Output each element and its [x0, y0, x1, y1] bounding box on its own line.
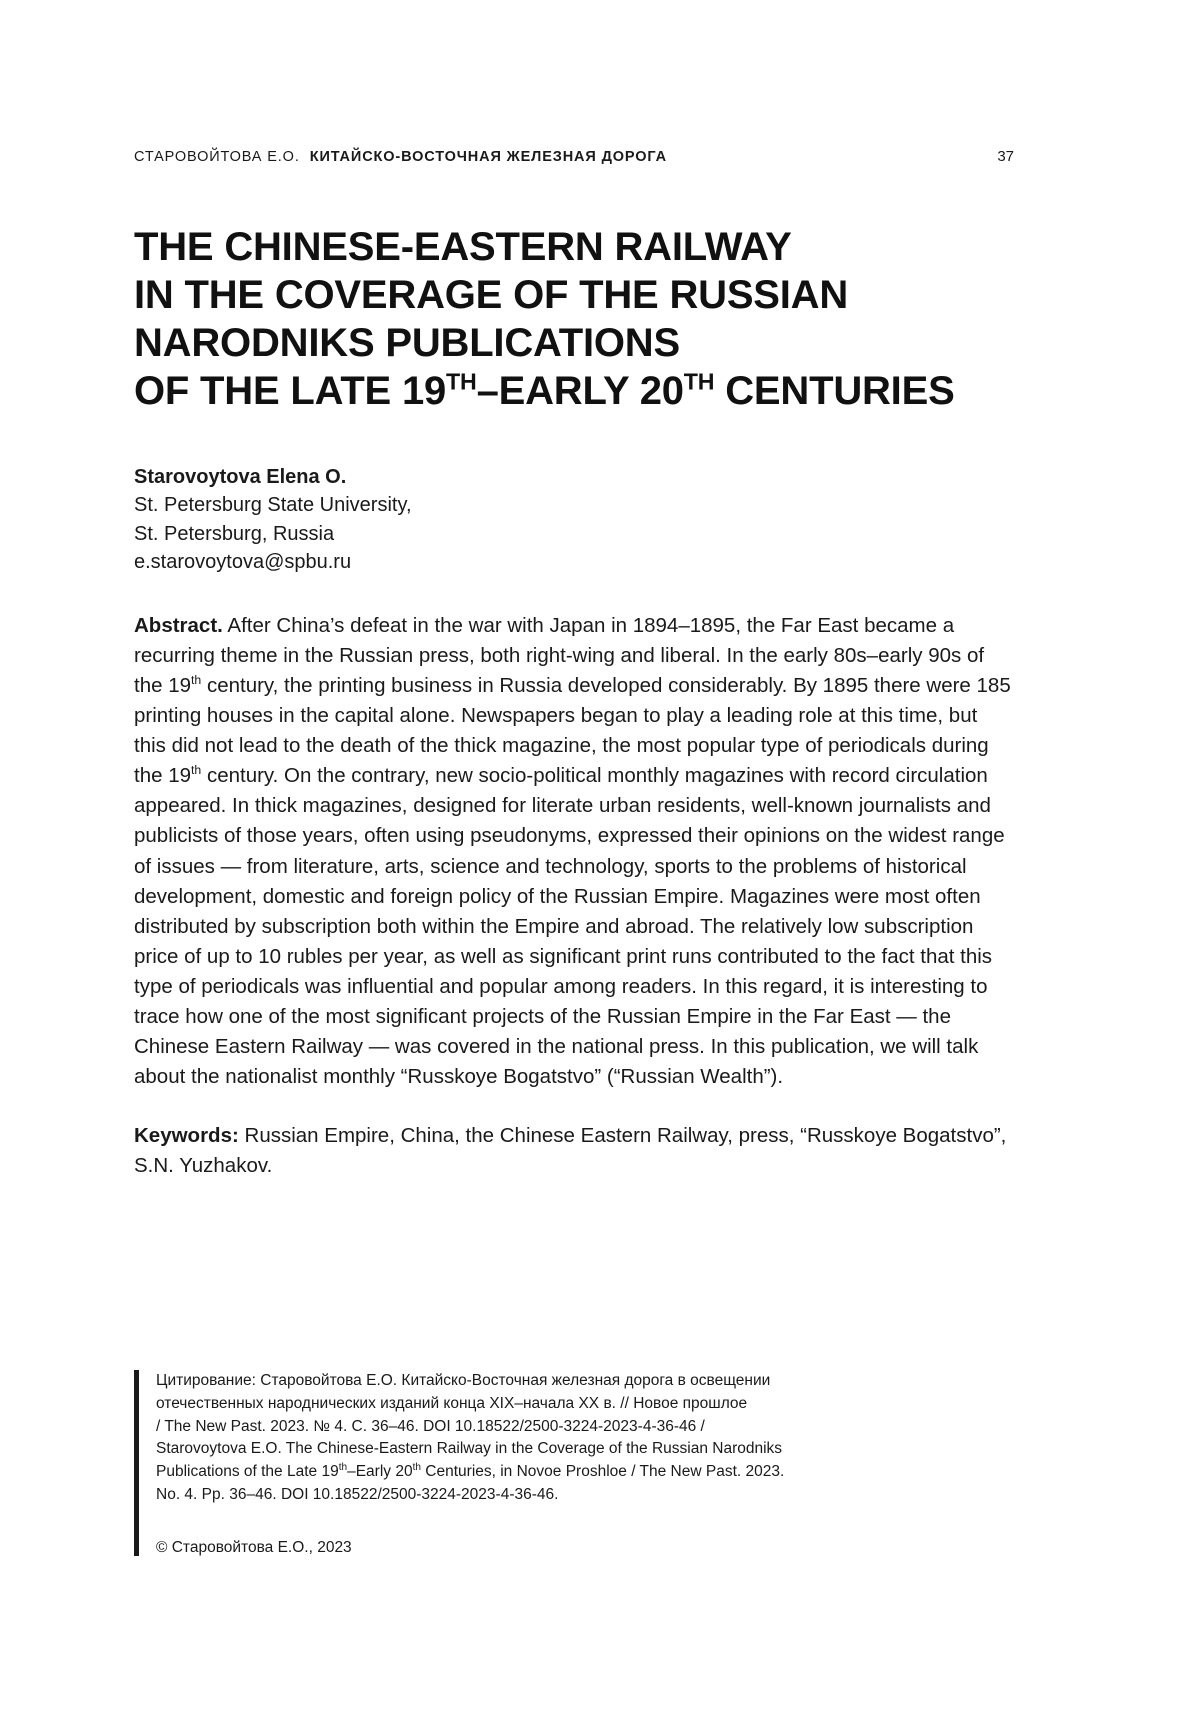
author-city: St. Petersburg, Russia [134, 522, 335, 545]
abstract-label: Abstract. [134, 613, 223, 637]
abstract-text-1: After China’s defeat in the war with Japan in 1894–1895, the Far East became a recurring theme in the Russian press, both right-wing and liberal. In the early 80s–early 90s of the 19 [134, 613, 985, 697]
abstract-ordinal-2: th [191, 763, 202, 778]
citation-line-5-c: Centuries, in Novoe Proshloe / The New Past. 2023. [420, 1463, 785, 1481]
title-line-2: IN THE COVERAGE OF THE RUSSIAN [134, 273, 849, 317]
title-line-1: THE CHINESE-EASTERN RAILWAY [134, 225, 792, 269]
running-head [134, 148, 1014, 165]
title-line-3: NARODNIKS PUBLICATIONS [134, 321, 680, 365]
abstract-text-3: century. On the contrary, new socio-political monthly magazines with record circulation appeared. In thick magazines, designed for literate urban residents, well-known journalists and publicists of those years, often using pseudonyms, expressed their opinions on the widest range of issues — from literature, arts, science and technology, sports to the problems of historical development, domestic and foreign policy of the Russian Empire. Magazines were most often distributed by subscription both within the Empire and abroad. The relatively low subscription price of up to 10 rubles per year, as well as significant print runs contributed to the fact that this type of periodicals was influential and popular among readers. In this regard, it is interesting to trace how one of the most significant projects of the Russian Empire in the Far East — the Chinese Eastern Railway — was covered in the national press. In this publication, we will talk about the nationalist monthly “Russkoye Bogatstvo” (“Russian Wealth”). [134, 764, 1005, 1089]
citation-ordinal-2: th [412, 1461, 421, 1473]
author-name: Starovoytova Elena O. [134, 466, 347, 488]
title-line-4-c: CENTURIES [714, 369, 955, 413]
citation-line-5-a: Publications of the Late 19 [156, 1463, 339, 1481]
page-number: 37 [997, 148, 1014, 165]
abstract-ordinal-1: th [191, 672, 202, 687]
citation-block [134, 1370, 904, 1559]
citation-line-3: / The New Past. 2023. № 4. С. 36–46. DOI 10.18522/2500-3224-2023-4-36-46 / [156, 1417, 705, 1435]
citation-line-1: Цитирование: Старовойтова Е.О. Китайско-Восточная железная дорога в освещении [156, 1372, 771, 1389]
keywords-paragraph [134, 1121, 1014, 1181]
page-content [134, 148, 1014, 1181]
title-line-4-b: –EARLY 20 [476, 369, 684, 413]
author-block [134, 463, 1014, 577]
author-email: e.starovoytova@spbu.ru [134, 551, 352, 574]
citation-ordinal-1: th [338, 1461, 348, 1473]
citation-line-2: отечественных народнических изданий конца XIX–начала XX в. // Новое прошлое [156, 1394, 748, 1412]
running-head-author: СТАРОВОЙТОВА Е.О. [134, 149, 300, 165]
title-ordinal-1: TH [446, 368, 477, 395]
copyright-line: © Старовойтова Е.О., 2023 [156, 1538, 352, 1556]
page-title [134, 223, 1014, 415]
title-ordinal-2: TH [683, 368, 715, 395]
keywords-label: Keywords: [134, 1123, 239, 1147]
citation-line-5 [156, 1461, 904, 1484]
citation-text [156, 1370, 904, 1507]
title-line-4 [134, 367, 1014, 415]
author-affiliation: St. Petersburg State University, [134, 494, 412, 517]
keywords-text: Russian Empire, China, the Chinese Eastern Railway, press, “Russkoye Bogatstvo”, S.N. Yuzhakov. [134, 1123, 1007, 1177]
citation-rule [134, 1370, 139, 1556]
citation-line-6: No. 4. Pp. 36–46. DOI 10.18522/2500-3224-2023-4-36-46. [156, 1485, 559, 1503]
abstract-paragraph [134, 611, 1014, 1093]
title-line-4-a: OF THE LATE 19 [134, 369, 447, 413]
citation-line-5-b: –Early 20 [347, 1463, 413, 1481]
running-head-left [134, 149, 667, 165]
abstract-text-2: century, the printing business in Russia developed considerably. By 1895 there were 185 printing houses in the capital alone. Newspapers began to play a leading role at this time, but this did not lead to the death of the thick magazine, the most popular type of periodicals during the 19 [134, 673, 1011, 788]
citation-line-4: Starovoytova E.O. The Chinese-Eastern Railway in the Coverage of the Russian Narodniks [156, 1440, 783, 1458]
running-head-title: КИТАЙСКО-ВОСТОЧНАЯ ЖЕЛЕЗНАЯ ДОРОГА [309, 149, 667, 165]
